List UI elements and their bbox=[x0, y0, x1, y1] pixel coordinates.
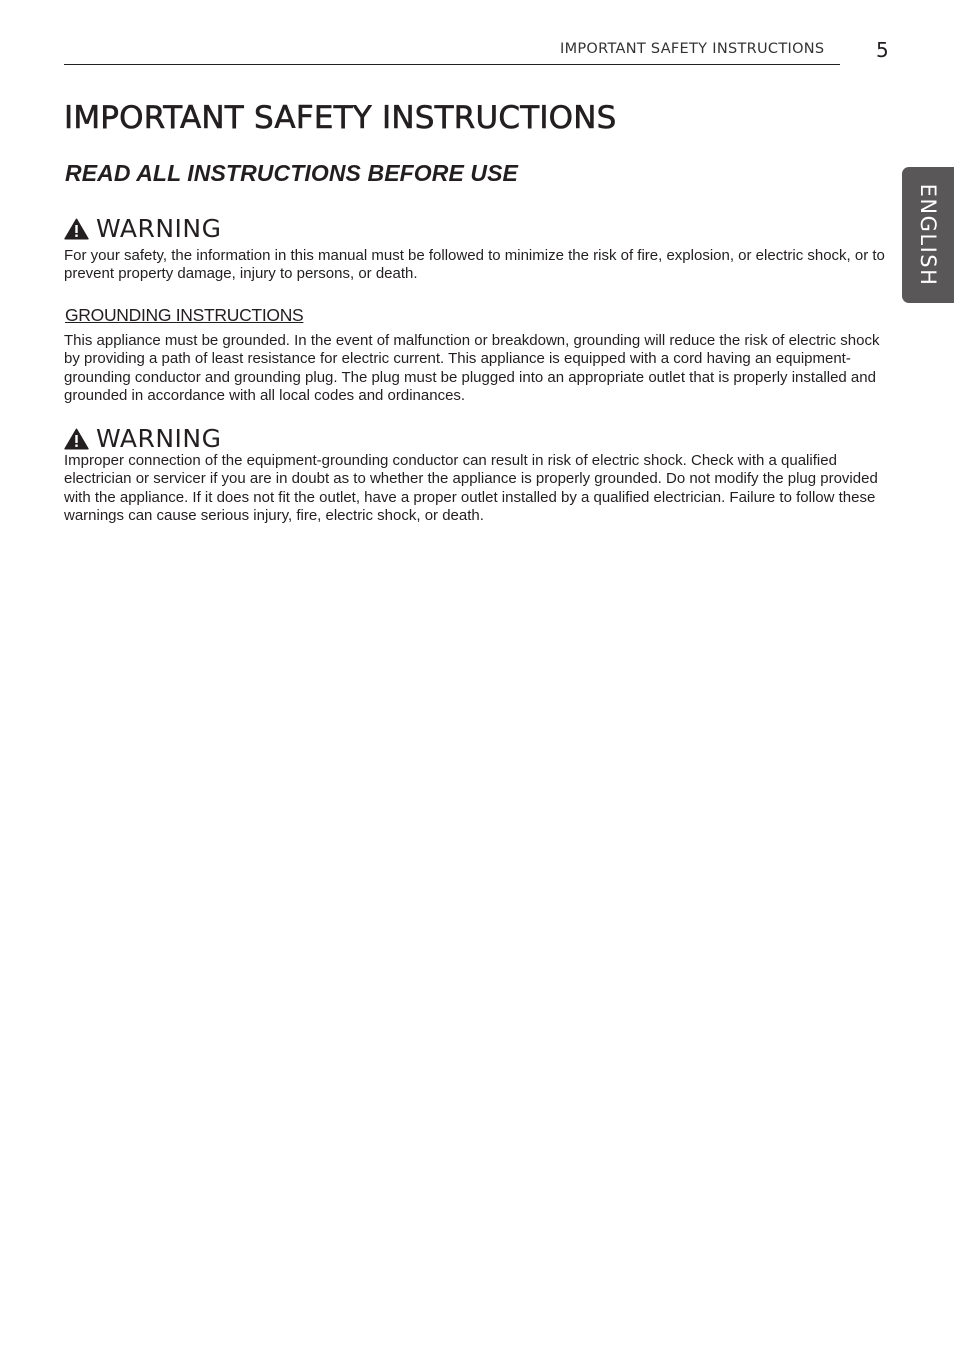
grounding-text: This appliance must be grounded. In the event of malfunction or breakdown, grounding will reduce the risk of electric shock by providing a path of least resistance for electric current. This appliance is equipped with a cord having an equipment-grounding conductor and grounding plug. The plug must be plugged into an appropriate outlet that is properly installed and grounded in accordance with all local codes and ordinances. bbox=[64, 332, 880, 404]
page-title: IMPORTANT SAFETY INSTRUCTIONS bbox=[64, 100, 617, 136]
page-subtitle: READ ALL INSTRUCTIONS BEFORE USE bbox=[65, 160, 519, 186]
grounding-heading: GROUNDING INSTRUCTIONS bbox=[65, 305, 304, 325]
warning-triangle-icon bbox=[64, 428, 89, 450]
warning-label: WARNING bbox=[96, 424, 222, 453]
header-section-title: IMPORTANT SAFETY INSTRUCTIONS bbox=[560, 41, 825, 57]
language-tab bbox=[902, 167, 954, 303]
warning-triangle-icon bbox=[64, 218, 89, 240]
warning-heading-2 bbox=[64, 424, 221, 453]
warning-heading-1 bbox=[64, 214, 221, 243]
warning-text-2: Improper connection of the equipment-grounding conductor can result in risk of electric shock. Check with a qualified electrician or servicer if you are in doubt as to whether the appliance is properly grounded. Do not modify the plug provided with the appliance. If it does not fit the outlet, have a proper outlet installed by a qualified electrician. Failure to follow these warnings can cause serious injury, fire, electric shock, or death. bbox=[64, 452, 878, 524]
header-divider bbox=[64, 64, 840, 65]
language-tab-label: ENGLISH bbox=[916, 183, 940, 287]
page-number: 5 bbox=[876, 38, 889, 62]
warning-label: WARNING bbox=[96, 214, 222, 243]
warning-text-1: For your safety, the information in this manual must be followed to minimize the risk of fire, explosion, or electric shock, or to prevent property damage, injury to persons, or death. bbox=[64, 247, 885, 283]
